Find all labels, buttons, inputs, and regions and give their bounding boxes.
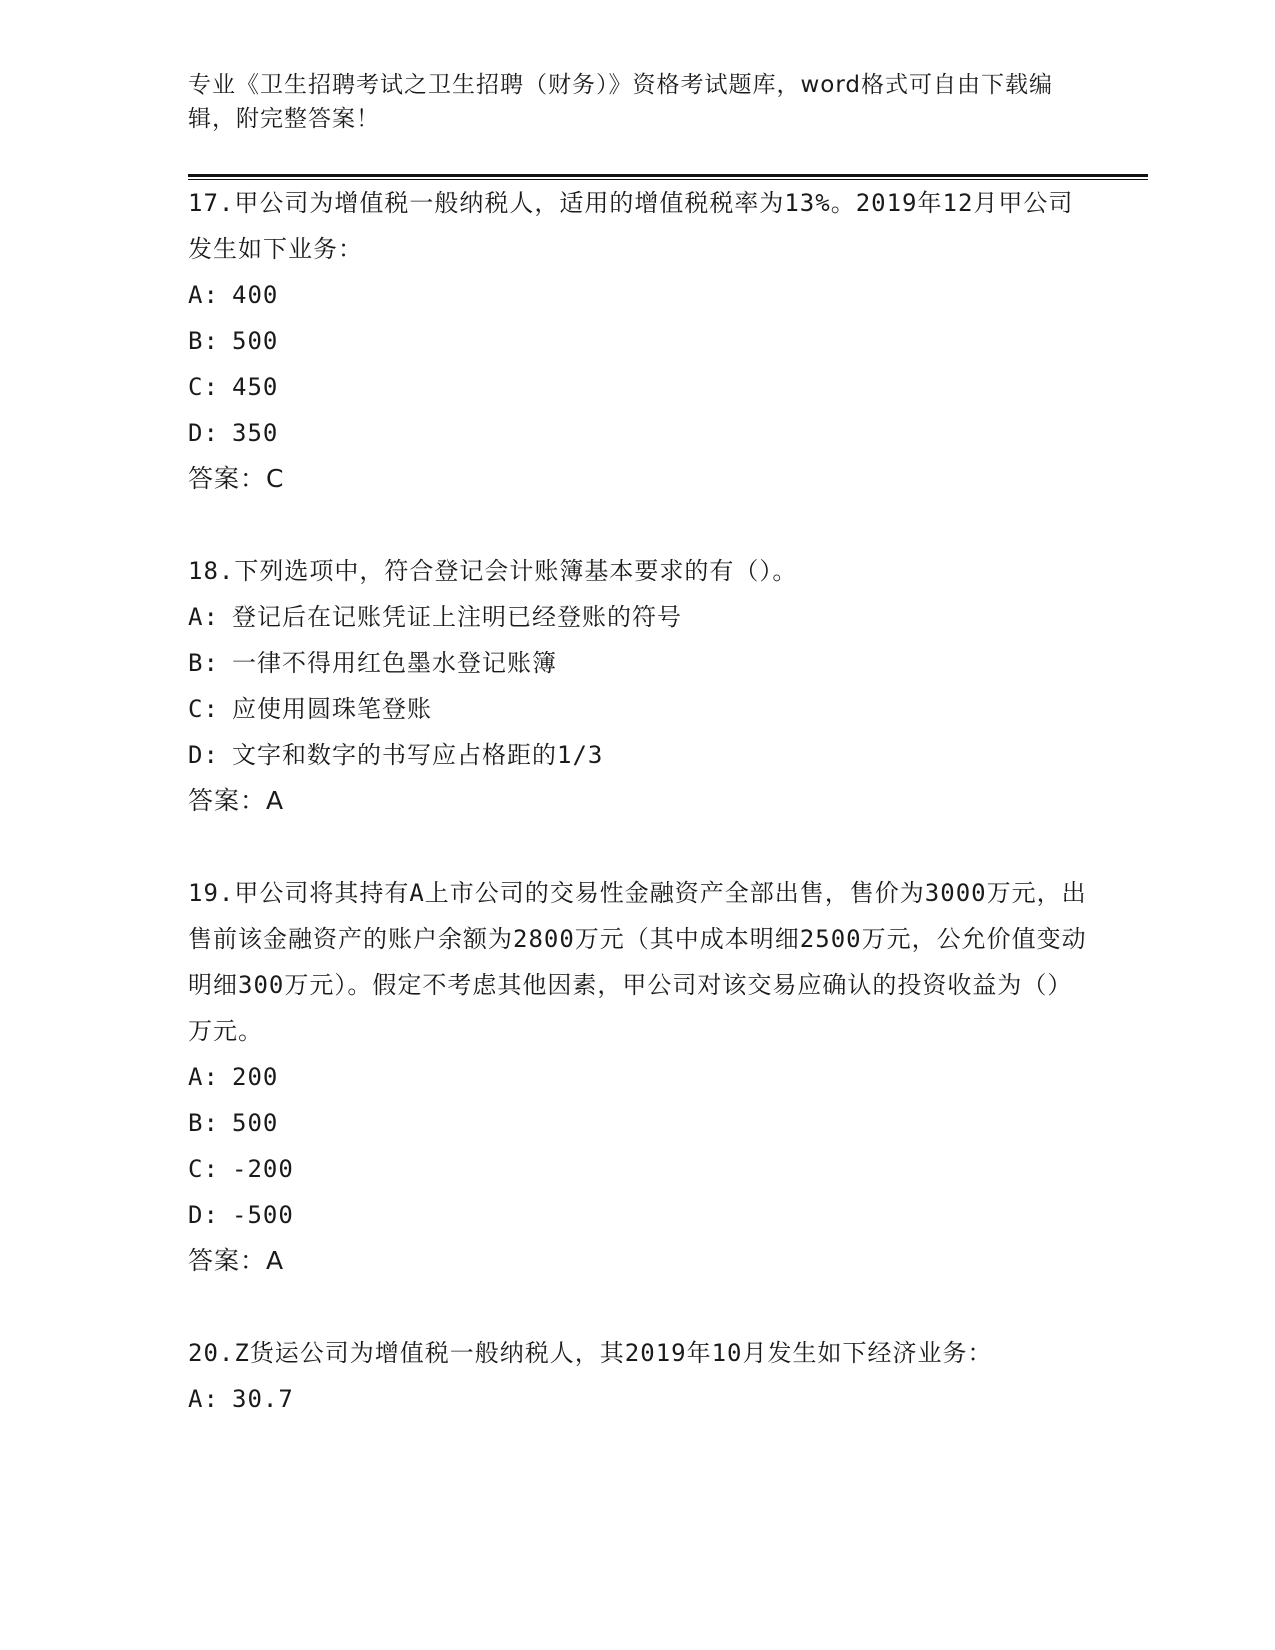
answer-line: 答案：C: [188, 464, 285, 493]
question-19: [188, 870, 1148, 1284]
answer-line: 答案：A: [188, 786, 285, 815]
question-text: 19.甲公司将其持有A上市公司的交易性金融资产全部出售，售价为3000万元，出售前该金融资产的账户余额为2800万元（其中成本明细2500万元，公允价值变动明细300万元）。假定不考虑其他因素，甲公司对该交易应确认的投资收益为（）万元。: [188, 879, 1087, 1045]
question-text: 17.甲公司为增值税一般纳税人，适用的增值税税率为13%。2019年12月甲公司发生如下业务：: [188, 189, 1074, 263]
option-a: [188, 594, 1148, 640]
option-value: 30.7: [232, 1385, 294, 1413]
option-letter: C:: [188, 1155, 219, 1183]
option-letter: B:: [188, 1109, 219, 1137]
option-value: 500: [232, 1109, 279, 1137]
option-c: [188, 364, 1148, 410]
question-17: [188, 180, 1148, 502]
option-value: 400: [232, 281, 279, 309]
option-letter: C:: [188, 373, 219, 401]
option-value: 登记后在记账凭证上注明已经登账的符号: [232, 603, 682, 631]
header-divider: [188, 174, 1148, 180]
option-letter: A:: [188, 1385, 219, 1413]
option-value: 450: [232, 373, 279, 401]
option-letter: A:: [188, 603, 219, 631]
option-letter: A:: [188, 281, 219, 309]
option-c: [188, 686, 1148, 732]
option-letter: D:: [188, 741, 219, 769]
question-text: 18.下列选项中，符合登记会计账簿基本要求的有（）。: [188, 557, 798, 585]
option-value: 500: [232, 327, 279, 355]
option-a: [188, 1054, 1148, 1100]
divider-thick-line: [188, 174, 1148, 177]
option-letter: D:: [188, 419, 219, 447]
option-value: 200: [232, 1063, 279, 1091]
answer-line: 答案：A: [188, 1246, 285, 1275]
option-value: -200: [232, 1155, 294, 1183]
question-20: [188, 1330, 1148, 1422]
option-a: [188, 272, 1148, 318]
option-letter: D:: [188, 1201, 219, 1229]
option-value: 350: [232, 419, 279, 447]
document-page: [188, 68, 1148, 1422]
option-letter: B:: [188, 327, 219, 355]
option-b: [188, 640, 1148, 686]
question-spacer: [188, 502, 1148, 548]
option-d: [188, 732, 1148, 778]
option-letter: A:: [188, 1063, 219, 1091]
option-b: [188, 318, 1148, 364]
document-header: 专业《卫生招聘考试之卫生招聘（财务）》资格考试题库，word格式可自由下载编辑，附完整答案！: [188, 72, 1054, 132]
question-text: 20.Z货运公司为增值税一般纳税人，其2019年10月发生如下经济业务：: [188, 1339, 993, 1367]
option-c: [188, 1146, 1148, 1192]
option-value: 文字和数字的书写应占格距的1/3: [232, 741, 604, 769]
question-spacer: [188, 1284, 1148, 1330]
option-b: [188, 1100, 1148, 1146]
option-value: 应使用圆珠笔登账: [232, 695, 432, 723]
option-value: 一律不得用红色墨水登记账簿: [232, 649, 557, 677]
option-letter: C:: [188, 695, 219, 723]
option-letter: B:: [188, 649, 219, 677]
option-d: [188, 410, 1148, 456]
option-a: [188, 1376, 1148, 1422]
divider-thin-line: [188, 179, 1148, 180]
question-spacer: [188, 824, 1148, 870]
question-18: [188, 548, 1148, 824]
option-d: [188, 1192, 1148, 1238]
option-value: -500: [232, 1201, 294, 1229]
